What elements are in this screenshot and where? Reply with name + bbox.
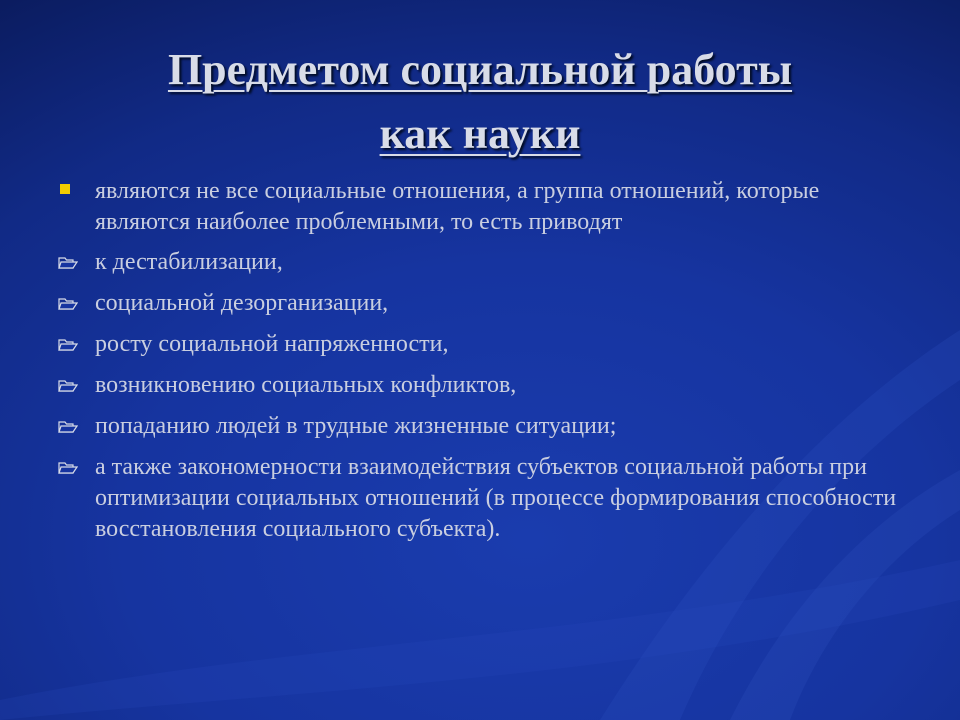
intro-item: [58, 176, 918, 238]
list-item: [58, 329, 918, 360]
folder-bullet-icon: [58, 460, 78, 474]
list-item: [58, 370, 918, 401]
list-item-text: социальной дезорганизации,: [95, 290, 389, 316]
slide-title: [0, 38, 960, 166]
folder-bullet-icon: [58, 255, 78, 269]
title-line-2: как науки: [379, 109, 581, 158]
list-item-text: росту социальной напряженности,: [95, 331, 449, 357]
bullet-list: [58, 176, 918, 555]
folder-bullet-icon: [58, 337, 78, 351]
folder-bullet-icon: [58, 378, 78, 392]
list-item-text: попаданию людей в трудные жизненные ситуации;: [95, 413, 617, 439]
list-item: [58, 452, 918, 545]
folder-bullet-icon: [58, 419, 78, 433]
list-item-text: к дестабилизации,: [95, 249, 283, 275]
square-bullet-icon: [60, 184, 70, 194]
list-item: [58, 247, 918, 278]
intro-text: являются не все социальные отношения, а группа отношений, которые являются наиболее проблемными, то есть приводят: [95, 178, 820, 235]
list-item-text: а также закономерности взаимодействия субъектов социальной работы при оптимизации социальных отношений (в процессе формирования способности восстановления социального субъекта).: [95, 454, 897, 542]
list-item: [58, 288, 918, 319]
title-line-1: Предметом социальной работы: [167, 45, 793, 94]
list-item: [58, 411, 918, 442]
folder-bullet-icon: [58, 296, 78, 310]
list-item-text: возникновению социальных конфликтов,: [95, 372, 517, 398]
